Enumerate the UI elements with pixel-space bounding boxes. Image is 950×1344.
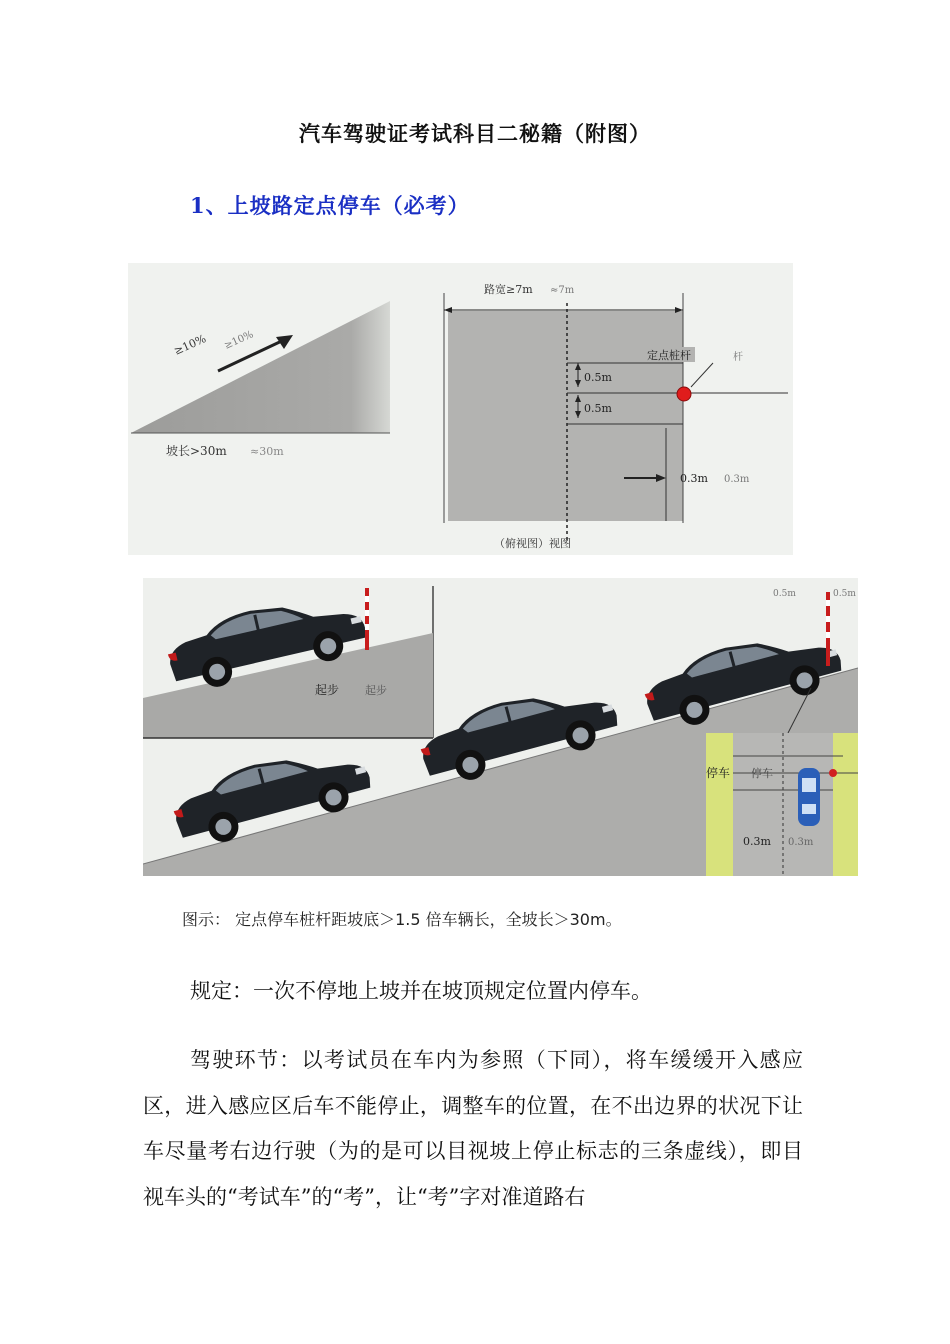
road-top-view [448, 311, 683, 521]
driving-procedure-paragraph: 驾驶环节：以考试员在车内为参照（下同），将车缓缓开入感应区，进入感应区后车不能停止，调整车的位置，在不出边界的状况下让车尽量考右边行驶（为的是可以目视坡上停止标志的三条虚线），即目视车头的“考试车”的“考”，让“考”字对准道路右 [143, 1048, 803, 1209]
stop-label: 停车 [706, 766, 731, 780]
inset-car-top-view [798, 768, 820, 826]
edge-gap-label: 0.3m [680, 472, 708, 485]
edge-gap-ghost: 0.3m [724, 474, 750, 485]
rule-paragraph: 规定：一次不停地上坡并在坡顶规定位置内停车。 [190, 979, 652, 1003]
car-slope-svg [143, 578, 858, 876]
slope-triangle [131, 301, 390, 433]
stop-label-ghost: 停车 [751, 767, 773, 780]
slope-length-ghost: ≈30m [250, 445, 284, 458]
view-label: （俯视图）视图 [494, 537, 571, 550]
gap-2-label: 0.5m [584, 402, 612, 415]
slope-grade-ghost: ≥10% [222, 329, 256, 352]
start-label-ghost: 起步 [365, 684, 387, 697]
slope-grade-label: ≥10% [171, 332, 208, 358]
car-slope-illustration [143, 578, 858, 876]
road-width-label: 路宽≥7m [484, 283, 533, 296]
figure-caption: 图示： 定点停车桩杆距坡底＞1.5 倍车辆长，全坡长＞30m。 [182, 910, 622, 929]
slope-diagram-svg [128, 263, 793, 555]
stake-label: 定点桩杆 [647, 349, 691, 362]
slope-length-label: 坡长>30m [166, 444, 227, 458]
start-label: 起步 [315, 683, 340, 697]
stake-label-ghost: 杆 [733, 352, 743, 363]
inset-stake-marker [829, 769, 837, 777]
section-heading: 1、上坡路定点停车（必考） [190, 193, 470, 218]
side-gap-ghost: 0.3m [788, 837, 814, 848]
road-width-ghost: ≈7m [550, 285, 575, 296]
side-gap-label: 0.3m [743, 835, 771, 848]
top-gap-1-label: 0.5m [773, 589, 796, 599]
fixed-point-stake-marker [677, 387, 691, 401]
page-title: 汽车驾驶证考试科目二秘籍（附图） [299, 121, 651, 146]
gap-1-label: 0.5m [584, 371, 612, 384]
slope-diagram-figure [128, 263, 793, 555]
stake-leader-line [691, 363, 713, 387]
top-gap-2-label: 0.5m [833, 589, 856, 599]
